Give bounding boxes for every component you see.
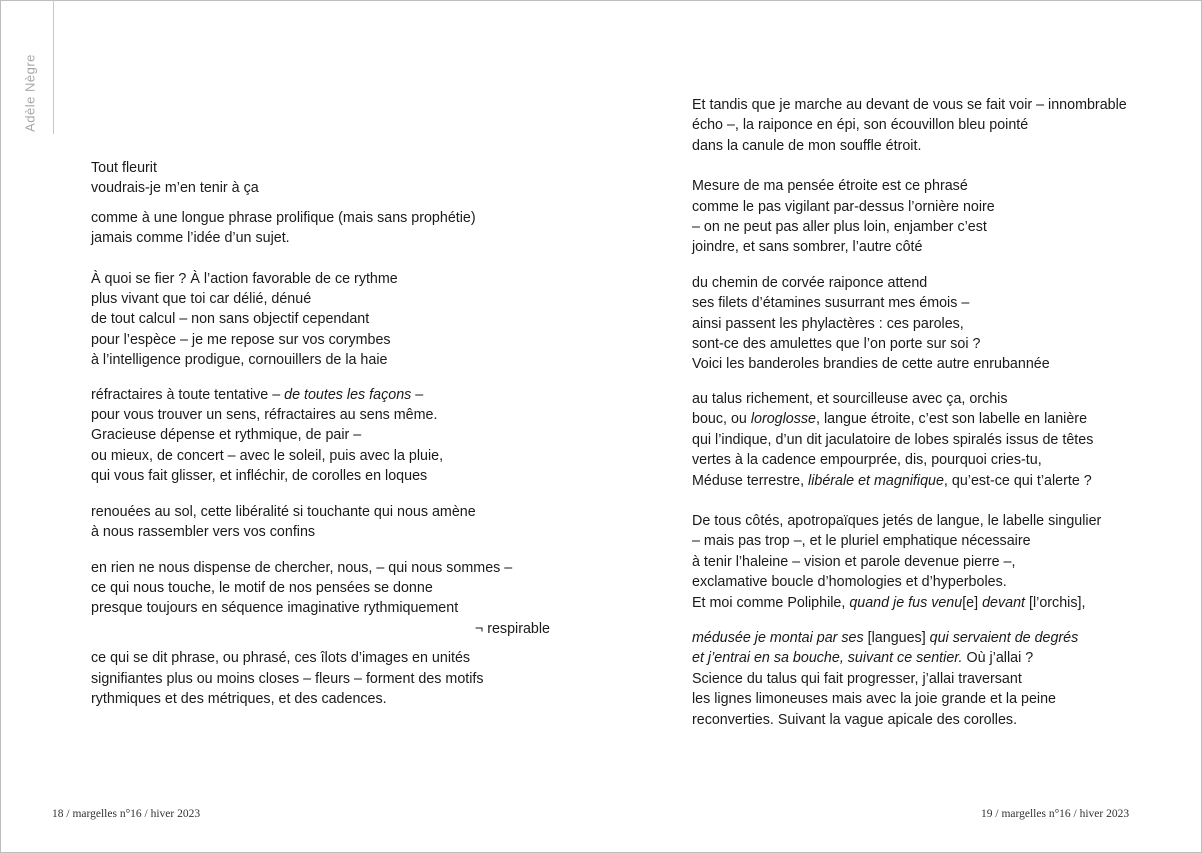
verse-line: au talus richement, et sourcilleuse avec ça, orchis [692,390,1008,407]
verse-line: comme le pas vigilant par-dessus l’ornière noire [692,198,995,215]
verse-line: rythmiques et des métriques, et des cadences. [91,690,387,707]
verse-line: plus vivant que toi car délié, dénué [91,291,312,308]
left-poem [91,158,550,709]
author-name-vertical [12,48,48,138]
verse-line: pour vous trouver un sens, réfractaires au sens même. [91,407,438,424]
verse-line: À quoi se fier ? À l’action favorable de ce rythme [91,270,398,287]
verse-line-indented: ¬ respirable [474,620,550,637]
verse-line: comme à une longue phrase prolifique (mais sans prophétie) [91,209,476,226]
verse-line: renouées au sol, cette libéralité si touchante qui nous amène [91,503,476,520]
verse-line: les lignes limoneuses mais avec la joie grande et la peine [692,691,1056,708]
verse-line: dans la canule de mon souffle étroit. [692,137,922,154]
verse-line: – mais pas trop –, et le pluriel emphatique nécessaire [692,533,1031,550]
verse-line: qui vous fait glisser, et infléchir, de corolles en loques [91,468,428,485]
stanza [692,511,1127,613]
stanza [692,273,1127,375]
stanza [91,208,550,249]
verse-line: écho –, la raiponce en épi, son écouvillon bleu pointé [692,117,1029,134]
verse-line: de tout calcul – non sans objectif cependant [91,311,370,328]
verse-line: joindre, et sans sombrer, l’autre côté [692,239,923,256]
verse-line: De tous côtés, apotropaïques jetés de langue, le labelle singulier [692,512,1102,529]
stanza [692,95,1127,156]
verse-line: en rien ne nous dispense de chercher, nous, – qui nous sommes – [91,559,513,576]
verse-line: ou mieux, de concert – avec le soleil, puis avec la pluie, [91,447,444,464]
verse-line: ainsi passent les phylactères : ces paroles, [692,315,964,332]
verse-line: et j’entrai en sa bouche, suivant ce sentier. Où j’allai ? [692,650,1034,667]
verse-line: Voici les banderoles brandies de cette autre enrubannée [692,356,1050,373]
author-label: Adèle Nègre [22,54,38,132]
right-poem [692,95,1127,730]
verse-line: Et tandis que je marche au devant de vous se fait voir – innombrable [692,97,1127,113]
stanza [91,269,550,371]
stanza [692,176,1127,258]
verse-line: qui l’indique, d’un dit jaculatoire de lobes spiralés issus de têtes [692,431,1094,448]
verse-line: sont-ce des amulettes que l’on porte sur soi ? [692,336,981,353]
verse-line: reconverties. Suivant la vague apicale des corolles. [692,711,1018,728]
verse-line: voudrais-je m’en tenir à ça [91,180,259,197]
verse-line: à tenir l’haleine – vision et parole devenue pierre –, [692,553,1016,570]
verse-line: Tout fleurit [91,160,157,176]
verse-line: signifiantes plus ou moins closes – fleurs – forment des motifs [91,670,484,687]
verse-line: Science du talus qui fait progresser, j’allai traversant [692,670,1022,687]
verse-line: ses filets d’étamines susurrant mes émois – [692,295,970,312]
stanza [91,502,550,543]
verse-line: jamais comme l’idée d’un sujet. [91,230,290,247]
verse-line: pour l’espèce – je me repose sur vos corymbes [91,331,391,348]
stanza [91,558,550,640]
verse-line: – on ne peut pas aller plus loin, enjamber c’est [692,219,987,236]
verse-line: vertes à la cadence empourprée, dis, pourquoi cries-tu, [692,452,1042,469]
stanza [91,385,550,487]
verse-line: Et moi comme Poliphile, quand je fus venu[e] devant [l’orchis], [692,594,1086,611]
right-folio: 19 / margelles n°16 / hiver 2023 [981,808,1130,820]
verse-line: presque toujours en séquence imaginative rythmiquement [91,600,459,617]
verse-line: à nous rassembler vers vos confins [91,524,316,541]
left-folio: 18 / margelles n°16 / hiver 2023 [52,808,201,820]
verse-line: Mesure de ma pensée étroite est ce phrasé [692,178,968,195]
verse-line: ce qui se dit phrase, ou phrasé, ces îlots d’images en unités [91,650,471,667]
verse-line: à l’intelligence prodigue, cornouillers de la haie [91,352,388,369]
author-rule [53,0,54,134]
stanza [91,158,550,199]
stanza [692,389,1127,491]
verse-line: Méduse terrestre, libérale et magnifique, qu’est-ce qui t’alerte ? [692,472,1092,489]
verse-line: bouc, ou loroglosse, langue étroite, c’est son labelle en lanière [692,411,1088,428]
stanza [91,648,550,709]
verse-line: ce qui nous touche, le motif de nos pensées se donne [91,579,433,596]
stanza [692,628,1127,730]
verse-line: médusée je montai par ses [langues] qui servaient de degrés [692,629,1079,646]
verse-line: Gracieuse dépense et rythmique, de pair – [91,427,362,444]
verse-line: réfractaires à toute tentative – de toutes les façons – [91,386,424,403]
verse-line: du chemin de corvée raiponce attend [692,274,928,291]
verse-line: exclamative boucle d’homologies et d’hyperboles. [692,574,1007,591]
